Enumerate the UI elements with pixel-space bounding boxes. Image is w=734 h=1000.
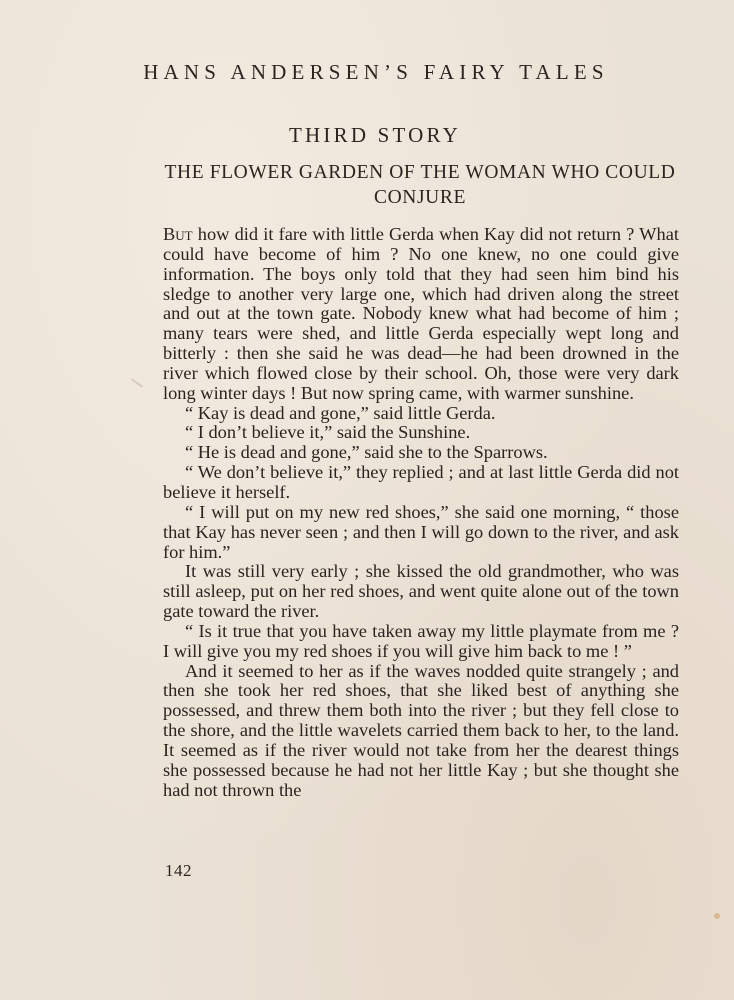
paragraph-1	[163, 225, 679, 404]
paper-mark	[131, 378, 144, 388]
paragraph-7: It was still very early ; she kissed the old grandmother, who was still asleep, put on her red shoes, and went quite alone out of the town gate toward the river.	[163, 561, 679, 622]
paragraph-4: “ He is dead and gone,” said she to the Sparrows.	[185, 442, 548, 463]
paragraph-9: And it seemed to her as if the waves nodded quite strangely ; and then she took her red shoes, that she liked best of anything she possessed, and threw them both into the river ; but they fell close to the shore, and the little wavelets carried them back to her, to the land. It seemed as if the river would not take from her the dearest things she possessed because he had not her little Kay ; but she thought she had not thrown the	[163, 660, 679, 800]
lead-word: But	[163, 224, 193, 244]
page-number: 142	[165, 861, 192, 880]
paragraph-3: “ I don’t believe it,” said the Sunshine.	[185, 422, 471, 443]
running-head: HANS ANDERSEN’S FAIRY TALES	[143, 60, 609, 84]
paragraph-1-text: how did it fare with little Gerda when Kay did not return ? What could have become of him ? No one knew, no one could give information. The boys only told that they had seen him bind his sledge to another very large one, which had driven along the street and out at the town gate. Nobody knew what had become of him ; many tears were shed, and little Gerda especially wept long and bitterly : then she said he was dead—he had been drowned in the river which flowed close by their school. Oh, those were very dark long winter days ! But now spring came, with warmer sunshine.	[163, 224, 679, 403]
paragraph-5: “ We don’t believe it,” they replied ; and at last little Gerda did not believe it herself.	[163, 462, 679, 502]
paragraph-6: “ I will put on my new red shoes,” she said one morning, “ those that Kay has never seen ; and then I will go down to the river, and ask for him.”	[163, 501, 679, 562]
paper-stain	[714, 913, 720, 919]
chapter-title: THE FLOWER GARDEN OF THE WOMAN WHO COULD CONJURE	[164, 162, 676, 208]
paragraph-8: “ Is it true that you have taken away my little playmate from me ? I will give you my red shoes if you will give him back to me ! ”	[163, 620, 679, 661]
body-text	[163, 225, 679, 800]
story-title: THIRD STORY	[289, 123, 461, 147]
paragraph-2: “ Kay is dead and gone,” said little Gerda.	[185, 402, 496, 423]
